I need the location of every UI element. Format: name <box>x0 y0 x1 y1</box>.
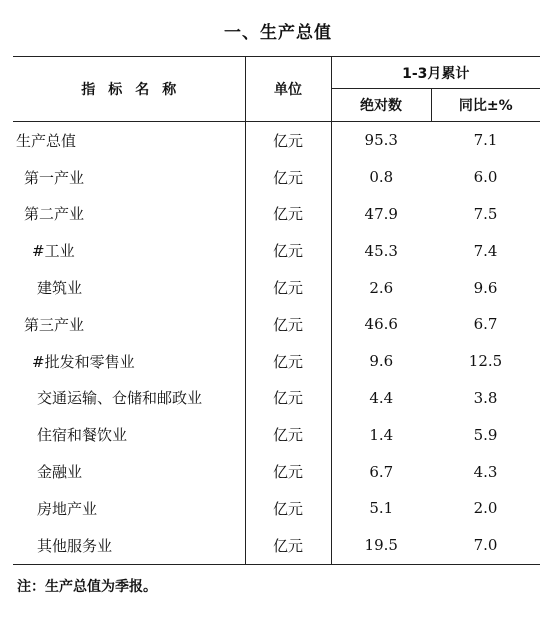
row-name: #批发和零售业 <box>32 352 135 371</box>
header-period: 1-3月累计 <box>331 57 540 89</box>
row-yoy: 12.5 <box>468 352 503 371</box>
row-yoy: 6.7 <box>473 315 498 334</box>
row-name: 生产总值 <box>16 131 77 150</box>
table-row <box>13 343 540 380</box>
row-name: 第三产业 <box>24 315 85 334</box>
row-name: 房地产业 <box>37 499 98 518</box>
row-unit: 亿元 <box>245 416 331 453</box>
table-row <box>13 232 540 269</box>
row-absolute: 95.3 <box>331 122 431 159</box>
page-title: 一、生产总值 <box>224 23 332 43</box>
row-absolute: 19.5 <box>331 527 431 564</box>
table-row <box>13 122 540 159</box>
row-yoy: 9.6 <box>473 278 498 297</box>
header-absolute: 绝对数 <box>331 89 431 122</box>
table-header <box>13 57 540 122</box>
header-yoy: 同比±% <box>431 89 540 122</box>
table-row <box>13 527 540 564</box>
row-absolute: 2.6 <box>331 269 431 306</box>
row-unit: 亿元 <box>245 269 331 306</box>
row-absolute: 6.7 <box>331 453 431 490</box>
row-name: 第二产业 <box>24 205 85 224</box>
footnote: 注：生产总值为季报。 <box>17 579 157 595</box>
table-body <box>13 122 540 565</box>
row-name: 交通运输、仓储和邮政业 <box>37 389 203 408</box>
table-row <box>13 196 540 233</box>
row-absolute: 1.4 <box>331 416 431 453</box>
row-yoy: 7.1 <box>473 131 498 150</box>
row-absolute: 0.8 <box>331 159 431 196</box>
row-yoy: 6.0 <box>473 168 498 187</box>
row-yoy: 4.3 <box>473 462 498 481</box>
row-yoy: 2.0 <box>473 499 498 518</box>
row-unit: 亿元 <box>245 122 331 159</box>
row-absolute: 4.4 <box>331 380 431 417</box>
row-unit: 亿元 <box>245 306 331 343</box>
row-unit: 亿元 <box>245 453 331 490</box>
row-unit: 亿元 <box>245 196 331 233</box>
row-absolute: 46.6 <box>331 306 431 343</box>
gdp-table <box>13 56 540 565</box>
row-yoy: 7.0 <box>431 527 540 564</box>
row-unit: 亿元 <box>245 343 331 380</box>
row-unit: 亿元 <box>245 380 331 417</box>
row-name: 建筑业 <box>37 279 83 298</box>
row-name: 第一产业 <box>24 168 85 187</box>
row-yoy: 7.4 <box>473 241 498 260</box>
row-absolute: 5.1 <box>331 490 431 527</box>
table-row <box>13 269 540 306</box>
row-name: 金融业 <box>37 463 83 482</box>
row-unit: 亿元 <box>245 490 331 527</box>
row-unit: 亿元 <box>245 159 331 196</box>
row-name: 其他服务业 <box>13 527 245 564</box>
row-absolute: 47.9 <box>331 196 431 233</box>
table-row <box>13 159 540 196</box>
row-yoy: 7.5 <box>473 204 498 223</box>
table-row <box>13 380 540 417</box>
header-indicator-name: 指标名称 <box>13 57 245 122</box>
table-row <box>13 416 540 453</box>
header-unit: 单位 <box>245 57 331 122</box>
table-row <box>13 306 540 343</box>
table-row <box>13 490 540 527</box>
row-unit: 亿元 <box>245 527 331 564</box>
row-yoy: 5.9 <box>473 425 498 444</box>
table-row <box>13 453 540 490</box>
row-yoy: 3.8 <box>473 388 498 407</box>
row-absolute: 9.6 <box>331 343 431 380</box>
row-unit: 亿元 <box>245 232 331 269</box>
row-absolute: 45.3 <box>331 232 431 269</box>
row-name: #工业 <box>32 242 75 261</box>
row-name: 住宿和餐饮业 <box>37 426 128 445</box>
